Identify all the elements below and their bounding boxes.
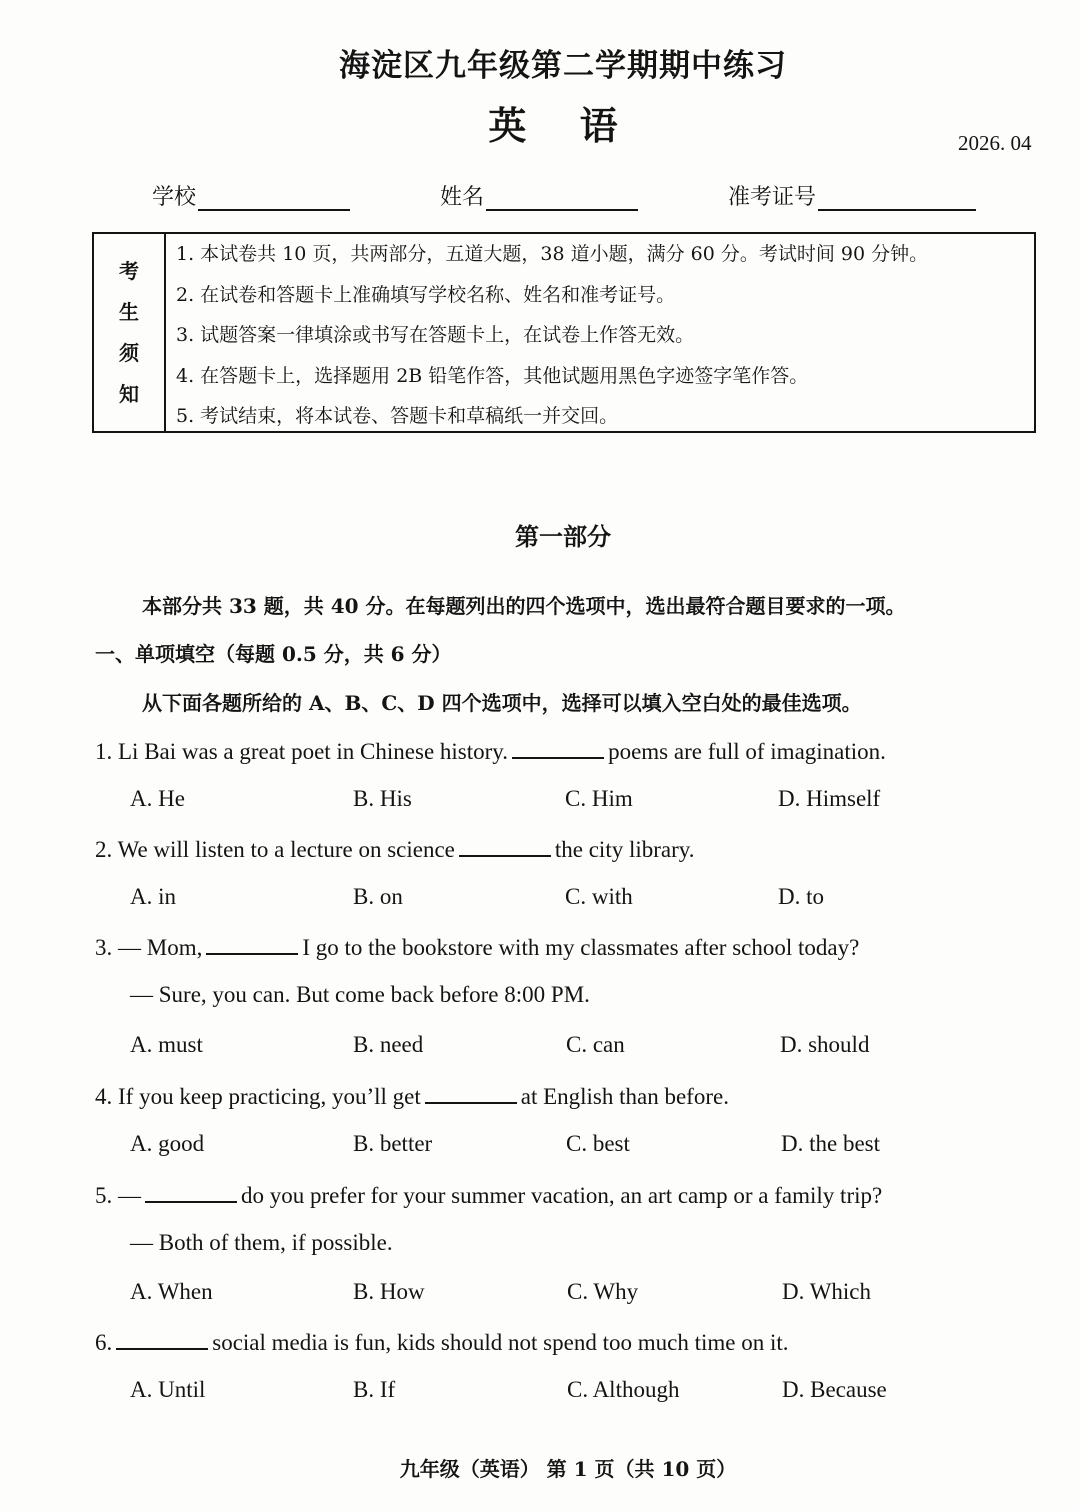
section-title: 一、单项填空（每题 0.5 分，共 6 分）	[95, 642, 452, 666]
option-b[interactable]: B. need	[353, 1032, 424, 1057]
question-text-before: — Mom,	[118, 935, 203, 960]
part-one-intro: 本部分共 33 题，共 40 分。在每题列出的四个选项中，选出最符合题目要求的一项。	[142, 594, 906, 618]
option-a[interactable]: A. When	[130, 1279, 213, 1304]
question-text-after: I go to the bookstore with my classmates after school today?	[302, 935, 860, 960]
school-label: 学校	[152, 185, 197, 210]
notice-head-char: 知	[119, 381, 139, 406]
notice-head-char: 须	[119, 340, 139, 365]
option-d[interactable]: D. the best	[781, 1131, 881, 1156]
option-c[interactable]: C. can	[566, 1032, 625, 1057]
school-field	[152, 180, 350, 211]
page-footer: 九年级（英语） 第 1 页（共 10 页）	[399, 1457, 737, 1481]
section-instruction: 从下面各题所给的 A、B、C、D 四个选项中，选择可以填入空白处的最佳选项。	[142, 691, 862, 715]
notice-item: 2. 在试卷和答题卡上准确填写学校名称、姓名和准考证号。	[176, 283, 676, 306]
question-text-before: If you keep practicing, you’ll get	[118, 1084, 421, 1109]
question-text-before: We will listen to a lecture on science	[117, 837, 455, 862]
question-text-after: the city library.	[554, 837, 695, 862]
exam-id-label: 准考证号	[728, 185, 817, 210]
option-b[interactable]: B. If	[353, 1377, 396, 1402]
option-a[interactable]: A. in	[130, 884, 176, 909]
option-d[interactable]: D. Because	[782, 1377, 887, 1402]
part-one-title: 第一部分	[515, 522, 611, 551]
answer-blank[interactable]	[512, 737, 604, 759]
notice-item: 1. 本试卷共 10 页，共两部分，五道大题，38 道小题，满分 60 分。考试时间 90 分钟。	[176, 243, 929, 265]
option-a[interactable]: A. must	[130, 1032, 203, 1057]
option-a[interactable]: A. He	[130, 786, 185, 811]
answer-blank[interactable]	[116, 1328, 208, 1350]
option-c[interactable]: C. best	[566, 1131, 630, 1156]
question-number: 2.	[95, 837, 113, 862]
exam-id-field	[728, 180, 976, 211]
question-5	[95, 1181, 882, 1209]
exam-id-blank[interactable]	[818, 185, 976, 211]
question-3	[95, 933, 859, 961]
option-b[interactable]: B. His	[353, 786, 412, 811]
option-d[interactable]: D. to	[778, 884, 824, 909]
answer-blank[interactable]	[206, 933, 298, 955]
question-number: 3.	[95, 935, 113, 960]
option-c[interactable]: C. Him	[565, 786, 633, 811]
answer-blank[interactable]	[145, 1181, 237, 1203]
option-b[interactable]: B. How	[353, 1279, 425, 1304]
question-number: 1.	[95, 739, 113, 764]
option-a[interactable]: A. Until	[130, 1377, 206, 1402]
question-text-after: at English than before.	[520, 1084, 729, 1109]
name-blank[interactable]	[486, 185, 638, 211]
notice-item: 3. 试题答案一律填涂或书写在答题卡上，在试卷上作答无效。	[176, 324, 695, 346]
question-text-after: social media is fun, kids should not spend too much time on it.	[212, 1330, 789, 1355]
school-blank[interactable]	[198, 185, 350, 211]
option-d[interactable]: D. Which	[782, 1279, 872, 1304]
question-6	[95, 1328, 788, 1356]
option-c[interactable]: C. Although	[567, 1377, 680, 1402]
exam-date: 2026. 04	[958, 131, 1032, 155]
question-text-after: poems are full of imagination.	[608, 739, 886, 764]
name-label: 姓名	[440, 185, 485, 210]
notice-list	[166, 234, 1034, 431]
option-d[interactable]: D. Himself	[778, 786, 881, 811]
question-number: 6.	[95, 1330, 113, 1355]
question-number: 5.	[95, 1183, 113, 1208]
question-text-after: do you prefer for your summer vacation, an art camp or a family trip?	[241, 1183, 883, 1208]
question-text-before: Li Bai was a great poet in Chinese history.	[118, 739, 509, 764]
option-c[interactable]: C. with	[565, 884, 633, 909]
question-reply: — Both of them, if possible.	[130, 1230, 393, 1255]
option-a[interactable]: A. good	[130, 1131, 205, 1156]
notice-head-char: 考	[119, 258, 139, 283]
option-b[interactable]: B. on	[353, 884, 403, 909]
question-number: 4.	[95, 1084, 113, 1109]
option-d[interactable]: D. should	[780, 1032, 870, 1057]
notice-head-char: 生	[119, 299, 139, 324]
question-2	[95, 835, 695, 863]
question-text-before: —	[118, 1183, 141, 1208]
exam-title: 海淀区九年级第二学期期中练习	[339, 48, 787, 84]
notice-item: 4. 在答题卡上，选择题用 2B 铅笔作答，其他试题用黑色字迹签字笔作答。	[176, 364, 809, 387]
answer-blank[interactable]	[459, 835, 551, 857]
option-c[interactable]: C. Why	[567, 1279, 639, 1304]
question-4	[95, 1082, 729, 1110]
option-b[interactable]: B. better	[353, 1131, 433, 1156]
name-field	[440, 180, 638, 211]
question-1	[95, 737, 886, 765]
question-reply: — Sure, you can. But come back before 8:00 PM.	[130, 982, 590, 1007]
subject-title: 英 语	[488, 103, 638, 148]
answer-blank[interactable]	[425, 1082, 517, 1104]
candidate-notice	[92, 232, 1036, 433]
notice-heading	[94, 234, 166, 431]
notice-item: 5. 考试结束，将本试卷、答题卡和草稿纸一并交回。	[176, 405, 619, 427]
